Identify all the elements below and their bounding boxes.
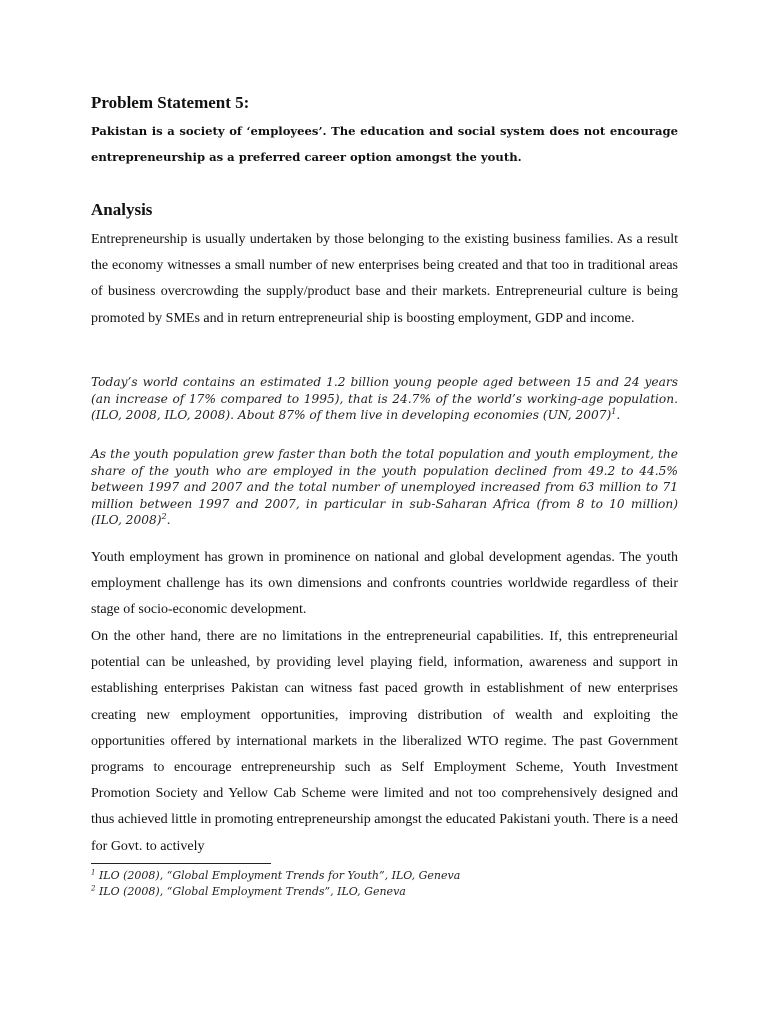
footnote-text: ILO (2008), “Global Employment Trends for Youth”, ILO, Geneva [95,869,461,882]
footnote-ref-2[interactable]: 2 [161,511,167,521]
quote-2-end: . [166,513,171,527]
footnote-2 [91,884,678,900]
footnote-mark: 2 [91,884,96,893]
problem-statement-text: Pakistan is a society of ‘employees’. The education and social system does not encourage entrepreneurship as a preferred career option amongst the youth. [91,124,678,164]
problem-statement-title: Problem Statement 5: [91,93,250,112]
footnote-divider [91,863,271,864]
analysis-paragraph-3: On the other hand, there are no limitations in the entrepreneurial capabilities. If, this entrepreneurial potential can be unleashed, by providing level playing field, information, awareness and support in establishing enterprises Pakistan can witness fast paced growth in establishment of new enterprises creating new employment opportunities, improving distribution of wealth and exploiting the opportunities offered by international markets in the liberalized WTO regime. The past Government programs to encourage entrepreneurship such as Self Employment Scheme, Youth Investment Promotion Society and Yellow Cab Scheme were limited and not too comprehensively designed and thus achieved little in promoting entrepreneurship amongst the educated Pakistani youth. There is a need for Govt. to actively [91,629,678,854]
footnote-ref-1[interactable]: 1 [611,406,617,416]
quote-1-text: Today’s world contains an estimated 1.2 billion young people aged between 15 and 24 years (an increase of 17% compared to 1995), that is 24.7% of the world’s working-age population. (ILO, 2008, ILO, 2008). About 87% of them live in developing economies (UN, 2007) [91,375,678,422]
footnote-text: ILO (2008), “Global Employment Trends”, ILO, Geneva [95,885,406,898]
footnotes [91,868,678,900]
quote-2-text: As the youth population grew faster than both the total population and youth employment, the share of the youth who are employed in the youth population declined from 49.2 to 44.5% between 1997 and 2007 and the total number of unemployed increased from 63 million to 71 million between 1997 and 2007, in particular in sub-Saharan Africa (from 8 to 10 million) (ILO, 2008) [91,447,678,527]
analysis-heading: Analysis [91,200,153,219]
footnote-mark: 1 [91,868,96,877]
footnote-1 [91,868,678,884]
analysis-paragraph-1: Entrepreneurship is usually undertaken by those belonging to the existing business families. As a result the economy witnesses a small number of new enterprises being created and that too in traditional areas of business overcrowding the supply/product base and their markets. Entrepreneurial culture is being promoted by SMEs and in return entrepreneurial ship is boosting employment, GDP and income. [91,232,678,326]
quote-1-end: . [616,408,621,422]
quote-youth-employment [91,446,678,529]
analysis-paragraph-2: Youth employment has grown in prominence on national and global development agendas. The youth employment challenge has its own dimensions and confronts countries worldwide regardless of their stage of socio-economic development. [91,550,678,618]
quote-youth-population [91,374,678,424]
